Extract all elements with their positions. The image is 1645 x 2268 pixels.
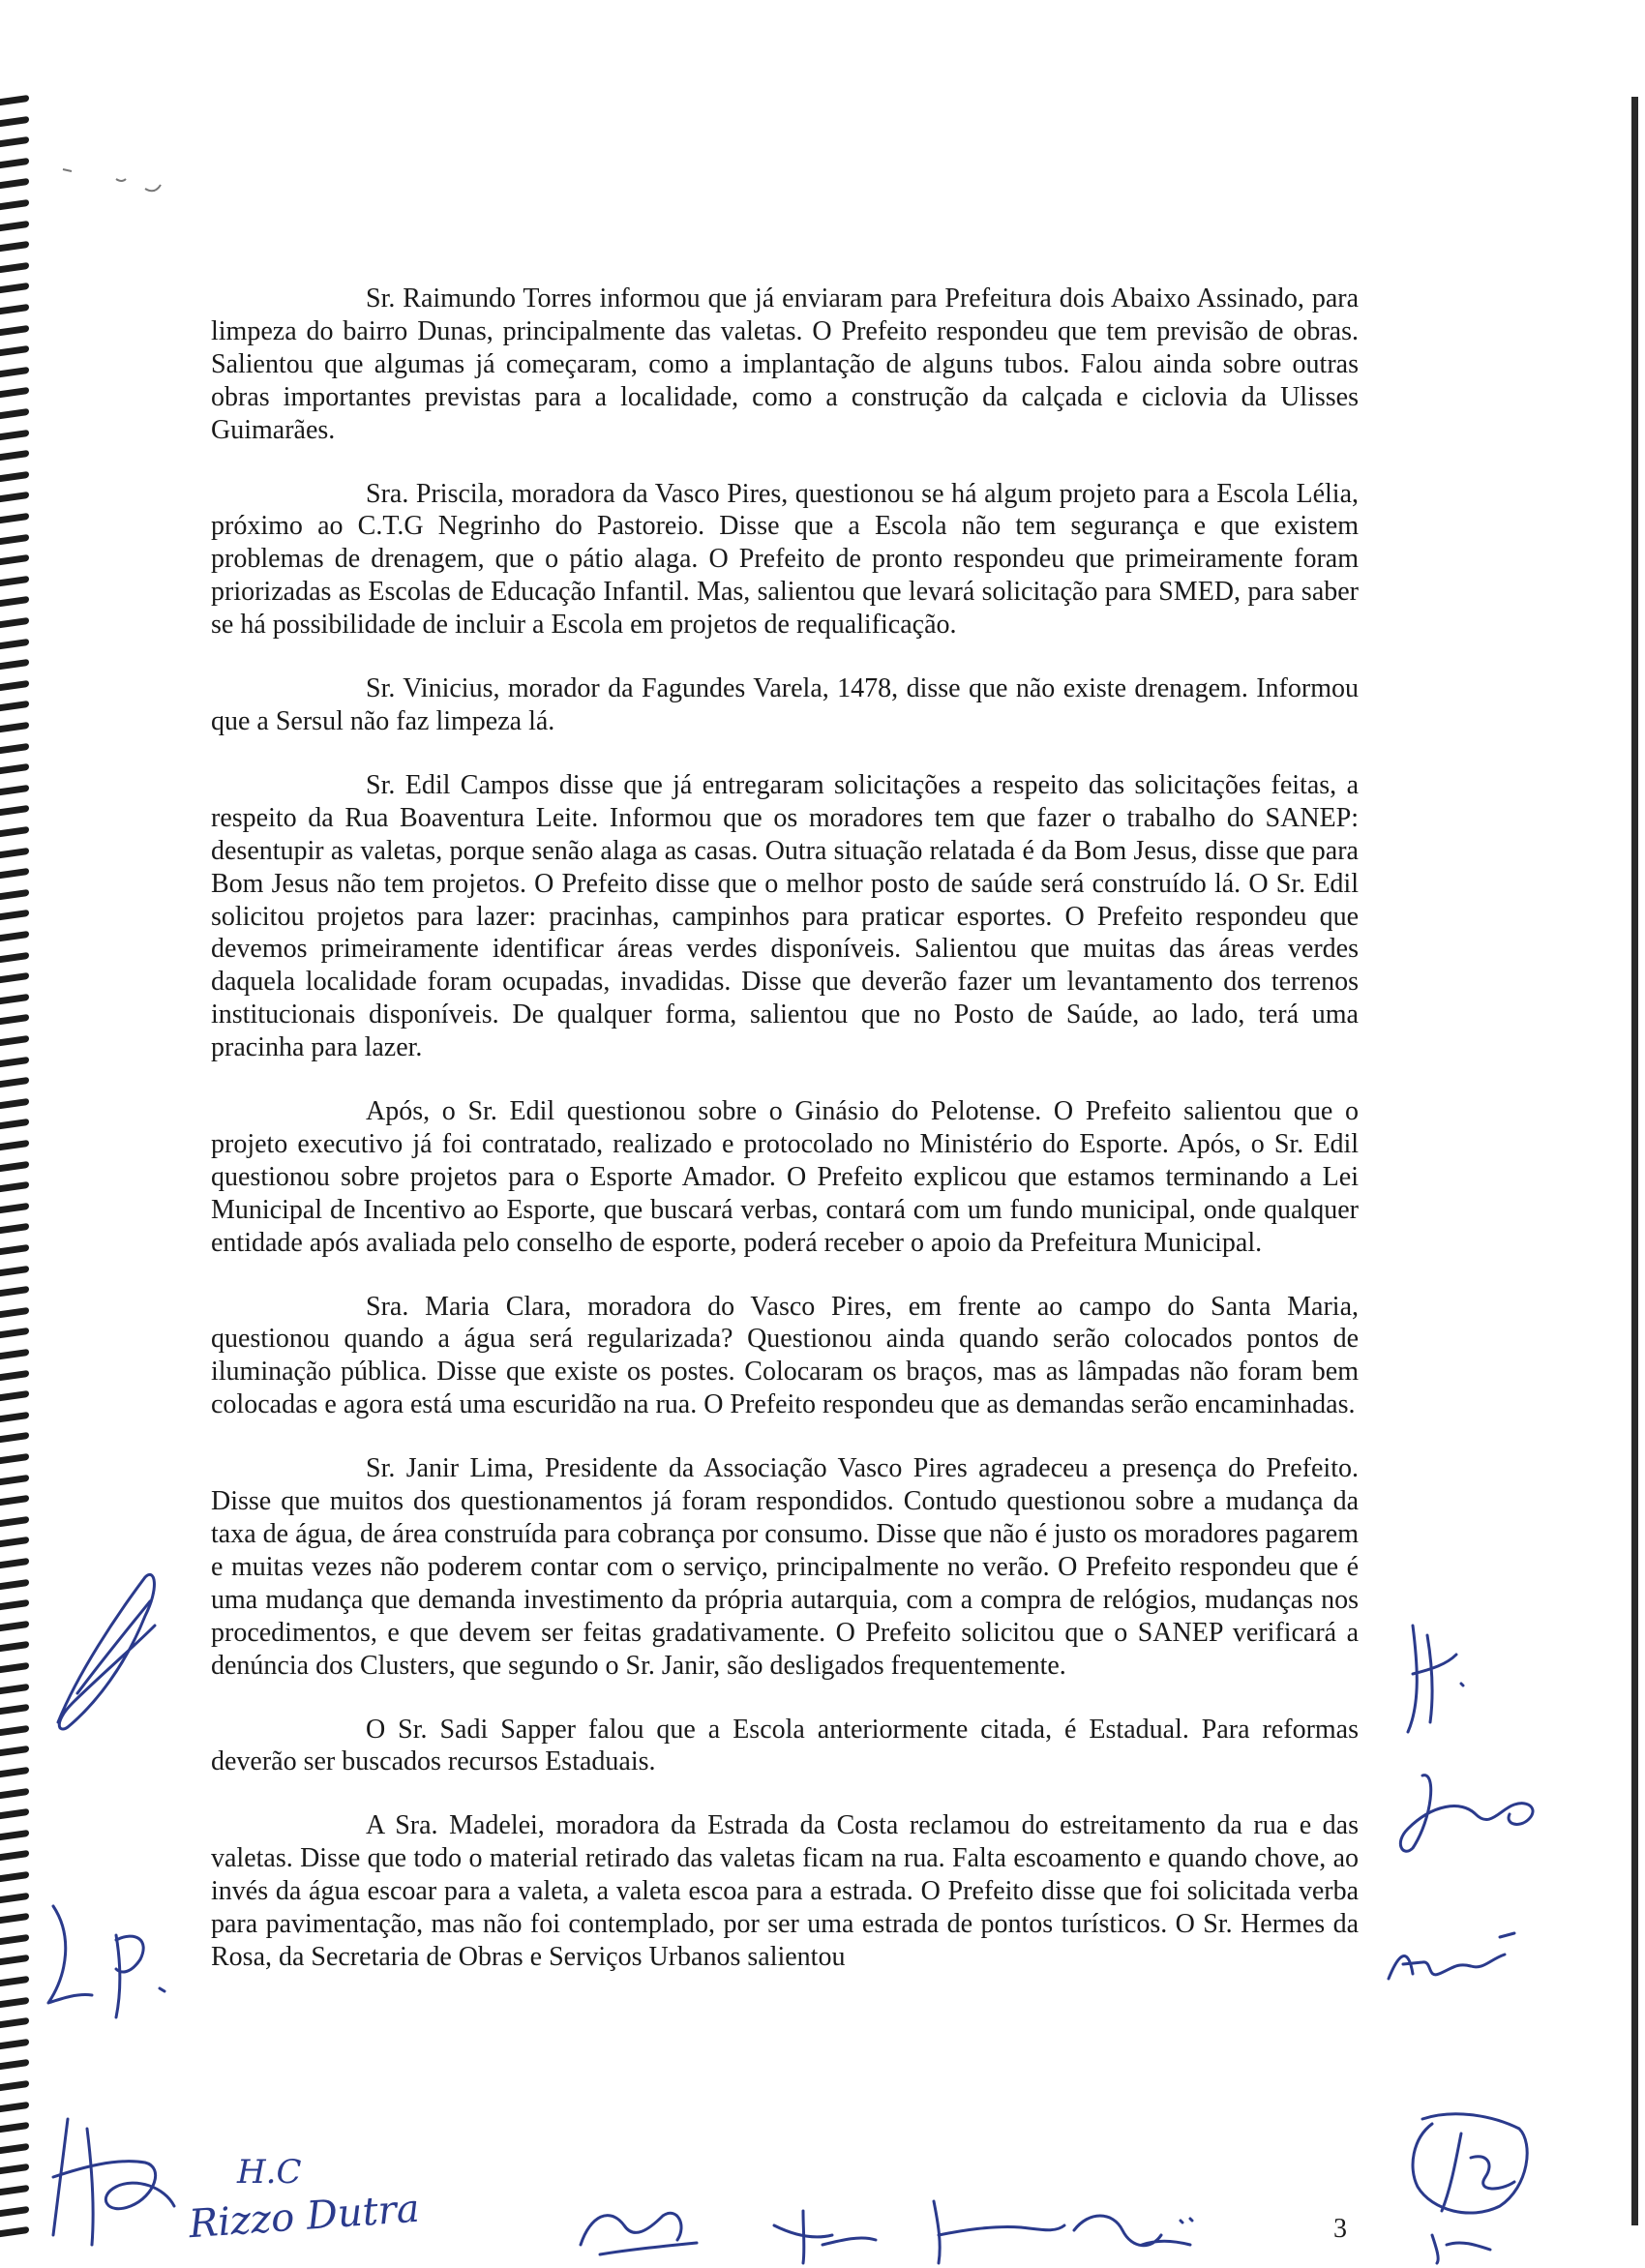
binding-ring (0, 136, 29, 147)
binding-ring (0, 1035, 29, 1046)
binding-ring (0, 2185, 29, 2195)
signature-margin-p3 (39, 1896, 194, 2032)
binding-ring (0, 1662, 29, 1673)
page-number: 3 (1333, 2214, 1347, 2244)
binding-ring (0, 617, 29, 628)
binding-ring (0, 2164, 29, 2174)
binding-ring (0, 1871, 29, 1882)
binding-ring (0, 220, 29, 230)
signature-bottom-2 (571, 2196, 706, 2263)
binding-ring (0, 115, 29, 126)
signature-bottom-3 (764, 2206, 881, 2263)
signature-name: Rizzo Dutra (187, 2186, 422, 2248)
binding-ring (0, 1621, 29, 1631)
binding-ring (0, 1119, 29, 1129)
binding-ring (0, 1558, 29, 1568)
binding-ring (0, 471, 29, 482)
binding-ring (0, 241, 29, 252)
signature-right-2 (1384, 1761, 1548, 1867)
binding-ring (0, 1516, 29, 1527)
binding-ring (0, 1349, 29, 1359)
binding-ring (0, 1725, 29, 1736)
binding-ring (0, 2226, 29, 2237)
signature-left-large (39, 1558, 164, 1742)
binding-ring (0, 429, 29, 439)
binding-ring (0, 1098, 29, 1109)
binding-ring (0, 1578, 29, 1589)
binding-ring (0, 1787, 29, 1798)
binding-ring (0, 1453, 29, 1464)
binding-ring (0, 1474, 29, 1484)
binding-ring (0, 931, 29, 941)
signature-right-3 (1379, 1925, 1524, 1993)
spiral-binding (0, 97, 33, 2254)
paragraph: Sra. Maria Clara, moradora do Vasco Pires, em frente ao campo do Santa Maria, questionou quando a água será regularizada? Questionou ainda quando serão colocados pontos de iluminação pública. Disse que existe os postes. Colocaram os braços, mas as lâmpadas não foram bem colocadas e agora está uma escuridão na rua. O Prefeito respondeu que as demandas serão encaminhadas. (211, 1291, 1359, 1420)
binding-ring (0, 659, 29, 670)
binding-ring (0, 1181, 29, 1192)
signature-bottom-4 (924, 2196, 1069, 2263)
binding-ring (0, 1976, 29, 1986)
binding-ring (0, 1307, 29, 1318)
binding-ring (0, 1014, 29, 1025)
binding-ring (0, 994, 29, 1004)
paragraph: A Sra. Madelei, moradora da Estrada da Costa reclamou do estreitamento da rua e das valetas. Disse que todo o material retirado das valetas ficam na rua. Falta escoamento e quando chove, ao invés da água escoar para a valeta, a valeta escoa para a estrada. O Prefeito disse que foi solicitada verba para pavimentação, mas não foi contemplado, por ser uma estrada de pontos turísticos. O Sr. Hermes da Rosa, da Secretaria de Obras e Serviços Urbanos salientou (211, 1810, 1359, 1972)
binding-ring (0, 868, 29, 879)
binding-ring (0, 1077, 29, 1088)
scan-mark (58, 160, 164, 198)
binding-ring (0, 638, 29, 648)
binding-ring (0, 1746, 29, 1756)
paragraph: Após, o Sr. Edil questionou sobre o Ginásio do Pelotense. O Prefeito salientou que o projeto executivo já foi contratado, realizado e protocolado no Ministério do Esporte. Após, o Sr. Edil questionou sobre projetos para o Esporte Amador. O Prefeito explicou que estamos terminando a Lei Municipal de Incentivo ao Esporte, que buscará verbas, contará com um fundo municipal, onde qualquer entidade após avaliada pelo conselho de esporte, poderá receber o apoio da Prefeitura Municipal. (211, 1096, 1359, 1258)
binding-ring (0, 2122, 29, 2133)
binding-ring (0, 1767, 29, 1777)
binding-ring (0, 596, 29, 607)
binding-ring (0, 1830, 29, 1840)
binding-ring (0, 1328, 29, 1338)
document-body (211, 283, 1359, 2005)
binding-ring (0, 492, 29, 502)
binding-ring (0, 2080, 29, 2091)
binding-ring (0, 2143, 29, 2154)
binding-ring (0, 1850, 29, 1861)
binding-ring (0, 367, 29, 377)
signature-bottom-6 (1422, 2225, 1500, 2263)
binding-ring (0, 533, 29, 544)
binding-ring (0, 1641, 29, 1652)
binding-ring (0, 1683, 29, 1693)
binding-ring (0, 951, 29, 962)
initials-hc: H.C (237, 2153, 302, 2192)
binding-ring (0, 2101, 29, 2111)
binding-ring (0, 1913, 29, 1924)
binding-ring (0, 742, 29, 753)
binding-ring (0, 701, 29, 711)
binding-ring (0, 785, 29, 795)
paragraph: Sr. Raimundo Torres informou que já enviaram para Prefeitura dois Abaixo Assinado, para limpeza do bairro Dunas, principalmente das valetas. O Prefeito respondeu que tem previsão de obras. Salientou que algumas já começaram, como a implantação de alguns tubos. Falou ainda sobre outras obras importantes previstas para a localidade, como a construção da calçada e ciclovia da Ulisses Guimarães. (211, 284, 1359, 445)
signature-bottom-left (39, 2100, 184, 2254)
binding-ring (0, 2059, 29, 2070)
binding-ring (0, 1390, 29, 1401)
binding-ring (0, 1599, 29, 1610)
binding-ring (0, 1369, 29, 1380)
binding-ring (0, 722, 29, 732)
binding-ring (0, 1892, 29, 1902)
paragraph: Sr. Vinicius, morador da Fagundes Varela, 1478, disse que não existe drenagem. Informou que a Sersul não faz limpeza lá. (211, 673, 1359, 736)
paragraph: Sr. Edil Campos disse que já entregaram solicitações a respeito das solicitações feitas, a respeito da Rua Boaventura Leite. Informou que os moradores tem que fazer o trabalho do SANEP: desentupir as valetas, porque senão alaga as casas. Outra situação relatada é da Bom Jesus, disse que para Bom Jesus não tem projetos. O Prefeito disse que o melhor posto de saúde será construído lá. O Sr. Edil solicitou projetos para lazer: pracinhas, campinhos para praticar esportes. O Prefeito respondeu que devemos primeiramente identificar áreas verdes disponíveis. Salientou que muitas das áreas verdes daquela localidade foram ocupadas, invadidas. Disse que deverão fazer um levantamento dos terrenos institucionais disponíveis. De qualquer forma, salientou que no Posto de Saúde, ao lado, terá uma pracinha para lazer. (211, 769, 1359, 1063)
binding-ring (0, 1056, 29, 1066)
binding-ring (0, 1265, 29, 1275)
binding-ring (0, 763, 29, 774)
binding-ring (0, 513, 29, 523)
binding-ring (0, 2017, 29, 2028)
binding-ring (0, 1223, 29, 1234)
signature-right-1 (1393, 1616, 1471, 1742)
binding-ring (0, 408, 29, 419)
binding-ring (0, 576, 29, 586)
page-edge (1631, 97, 1638, 2225)
binding-ring (0, 2039, 29, 2049)
binding-ring (0, 1412, 29, 1422)
binding-ring (0, 1934, 29, 1945)
binding-ring (0, 2205, 29, 2216)
binding-ring (0, 972, 29, 983)
binding-ring (0, 805, 29, 816)
binding-ring (0, 95, 29, 105)
signature-bottom-5 (1064, 2201, 1200, 2263)
binding-ring (0, 387, 29, 398)
binding-ring (0, 158, 29, 168)
binding-ring (0, 345, 29, 356)
binding-ring (0, 1160, 29, 1171)
binding-ring (0, 450, 29, 461)
binding-ring (0, 1955, 29, 1965)
binding-ring (0, 283, 29, 293)
binding-ring (0, 554, 29, 565)
binding-ring (0, 1432, 29, 1443)
binding-ring (0, 680, 29, 691)
binding-ring (0, 1704, 29, 1715)
binding-ring (0, 1495, 29, 1506)
paragraph: Sra. Priscila, moradora da Vasco Pires, questionou se há algum projeto para a Escola Lélia, próximo ao C.T.G Negrinho do Pastoreio. Disse que a Escola não tem segurança e que existem problemas de drenagem, que o pátio alaga. O Prefeito de pronto respondeu que primeiramente foram priorizadas as Escolas de Educação Infantil. Mas, salientou que levará solicitação para SMED, para saber se há possibilidade de incluir a Escola em projetos de requalificação. (211, 478, 1359, 641)
binding-ring (0, 910, 29, 920)
binding-ring (0, 1996, 29, 2007)
signature-right-4 (1393, 2100, 1539, 2225)
binding-ring (0, 304, 29, 314)
paragraph: Sr. Janir Lima, Presidente da Associação Vasco Pires agradeceu a presença do Prefeito. Disse que muitos dos questionamentos já foram respondidos. Contudo questionou sobre a mudança da taxa de água, de área construída para cobrança por consumo. Disse que não é justo os moradores pagarem e muitas vezes não poderem contar com o serviço, principalmente no verão. O Prefeito respondeu que é uma mudança que demanda investimento da própria autarquia, com a compra de relógios, mudanças nos procedimentos, e que devem ser feitas gradativamente. O Prefeito solicitou que o SANEP verificará a denúncia dos Clusters, que segundo o Sr. Janir, são desligados frequentemente. (211, 1453, 1359, 1681)
binding-ring (0, 199, 29, 210)
binding-ring (0, 1286, 29, 1297)
binding-ring (0, 178, 29, 189)
binding-ring (0, 1244, 29, 1255)
paragraph: O Sr. Sadi Sapper falou que a Escola anteriormente citada, é Estadual. Para reformas deverão ser buscados recursos Estaduais. (211, 1714, 1359, 1777)
binding-ring (0, 1808, 29, 1819)
binding-ring (0, 847, 29, 857)
binding-ring (0, 262, 29, 273)
binding-ring (0, 1203, 29, 1213)
binding-ring (0, 324, 29, 335)
binding-ring (0, 1140, 29, 1150)
binding-ring (0, 889, 29, 900)
binding-ring (0, 1537, 29, 1547)
binding-ring (0, 826, 29, 837)
